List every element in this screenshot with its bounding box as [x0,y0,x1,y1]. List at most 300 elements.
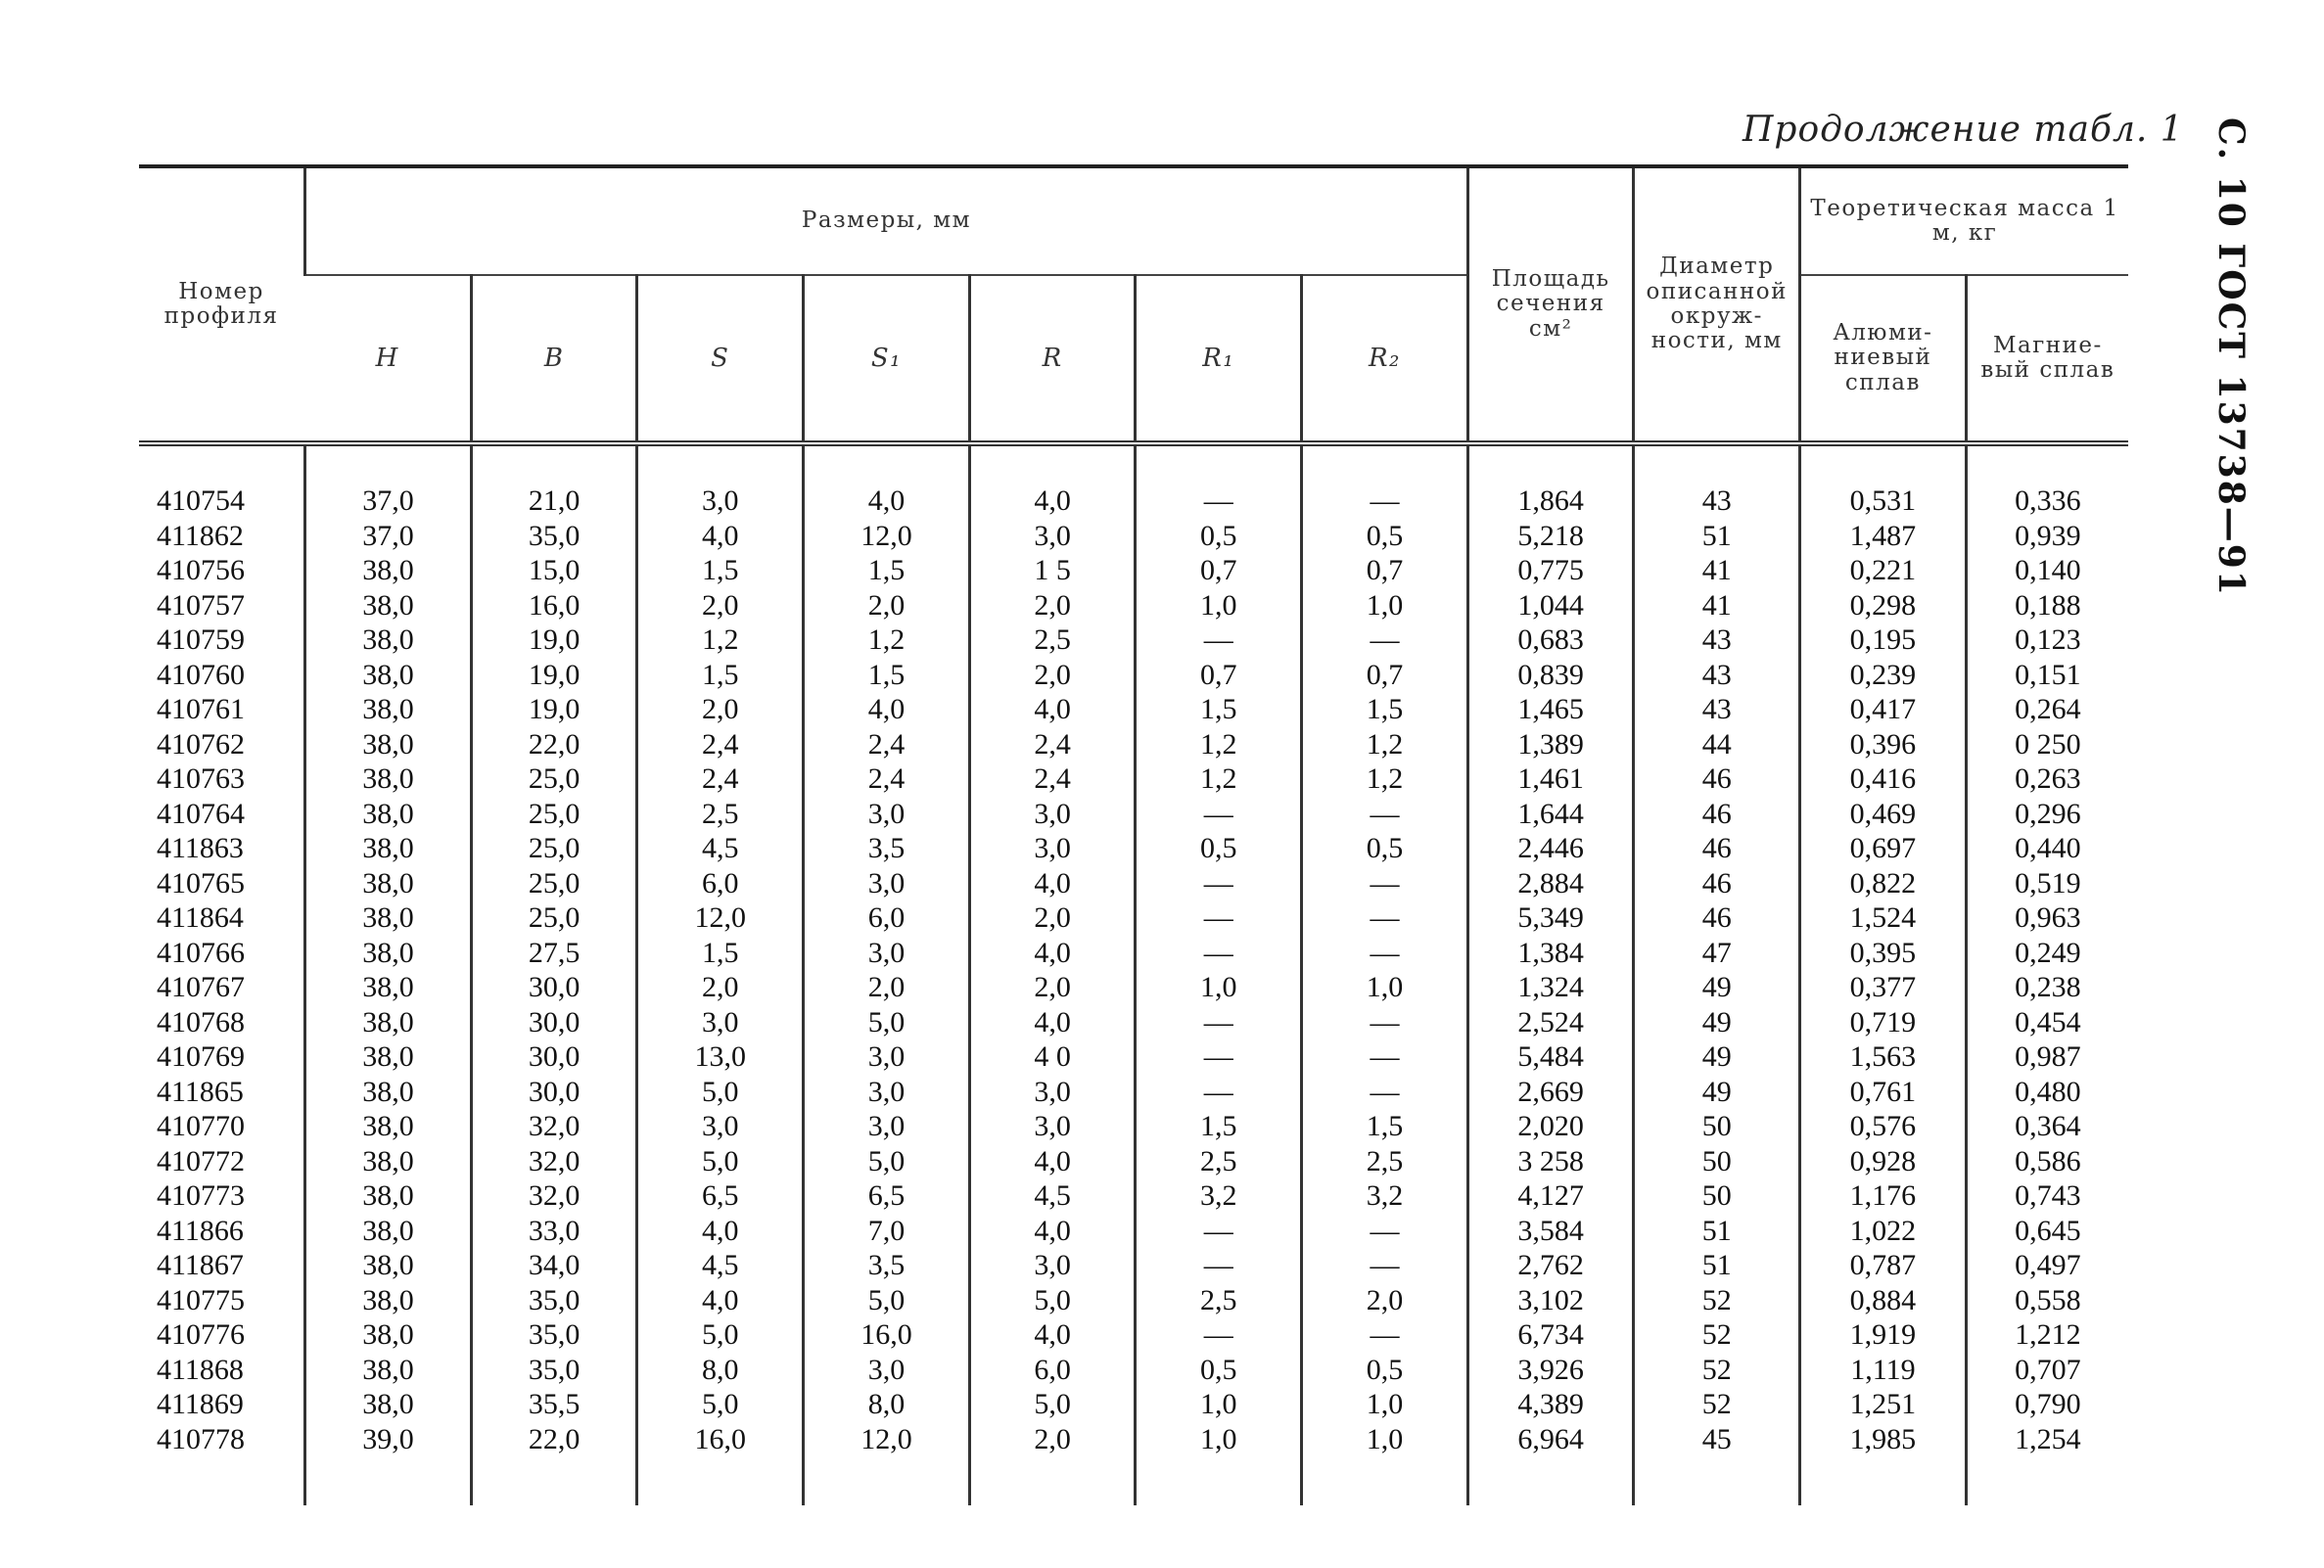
table-body [139,443,2128,1505]
cell-h: 38,0 [305,553,472,588]
cell-diameter: 46 [1634,761,1800,797]
cell-s: 4,0 [637,1214,804,1249]
cell-s1: 1,2 [804,623,970,658]
cell-b: 16,0 [471,588,637,623]
cell-s: 3,0 [637,484,804,519]
cell-s1: 2,0 [804,970,970,1005]
spacer-cell [1467,1456,1634,1505]
cell-magnesium: 0,939 [1966,519,2128,554]
cell-s1: 2,4 [804,761,970,797]
cell-r: 2,0 [969,970,1136,1005]
spacer-cell [969,1456,1136,1505]
cell-aluminum: 1,176 [1800,1178,1967,1214]
table-row [139,727,2128,762]
cell-diameter: 50 [1634,1178,1800,1214]
cell-r: 3,0 [969,1109,1136,1144]
cell-area: 1,384 [1467,936,1634,971]
cell-b: 19,0 [471,623,637,658]
cell-s1: 3,0 [804,1075,970,1110]
header-area: Площадь сечения см² [1467,166,1634,443]
cell-r: 5,0 [969,1283,1136,1318]
cell-r1: 0,7 [1136,553,1302,588]
cell-r2: 1,2 [1302,761,1468,797]
cell-magnesium: 0,140 [1966,553,2128,588]
cell-r2: — [1302,866,1468,901]
cell-area: 4,389 [1467,1387,1634,1422]
cell-b: 15,0 [471,553,637,588]
cell-r1: 1,5 [1136,692,1302,727]
cell-r: 2,0 [969,658,1136,693]
cell-profile-number: 411869 [157,1388,244,1420]
cell-s1: 5,0 [804,1144,970,1179]
cell-aluminum: 0,298 [1800,588,1967,623]
cell-area: 6,734 [1467,1317,1634,1353]
cell-r1: 1,2 [1136,761,1302,797]
cell-b: 35,0 [471,519,637,554]
cell-s1: 1,5 [804,658,970,693]
cell-r2: 0,5 [1302,519,1468,554]
cell-aluminum: 0,377 [1800,970,1967,1005]
table-row [139,970,2128,1005]
cell-area: 0,839 [1467,658,1634,693]
cell-aluminum: 0,719 [1800,1005,1967,1040]
cell-area: 1,465 [1467,692,1634,727]
cell-r2: — [1302,1317,1468,1353]
cell-r: 4,0 [969,1317,1136,1353]
cell-r: 4,0 [969,1214,1136,1249]
cell-s: 2,4 [637,727,804,762]
spacer-cell [471,443,637,484]
cell-r2: 3,2 [1302,1178,1468,1214]
cell-magnesium: 0,963 [1966,900,2128,936]
cell-b: 35,5 [471,1387,637,1422]
cell-diameter: 52 [1634,1317,1800,1353]
spacer-cell [1136,443,1302,484]
cell-b: 25,0 [471,761,637,797]
cell-s: 5,0 [637,1317,804,1353]
cell-h: 38,0 [305,727,472,762]
cell-aluminum: 0,576 [1800,1109,1967,1144]
cell-profile-number: 410773 [157,1179,245,1212]
spacer-cell [1966,443,2128,484]
cell-b: 30,0 [471,1039,637,1075]
table-row [139,1283,2128,1318]
cell-r2: 1,2 [1302,727,1468,762]
cell-magnesium: 0,263 [1966,761,2128,797]
cell-s: 4,0 [637,1283,804,1318]
cell-magnesium: 0,123 [1966,623,2128,658]
cell-aluminum: 1,487 [1800,519,1967,554]
cell-aluminum: 0,416 [1800,761,1967,797]
cell-s1: 5,0 [804,1005,970,1040]
cell-area: 2,884 [1467,866,1634,901]
cell-magnesium: 0,336 [1966,484,2128,519]
cell-aluminum: 0,531 [1800,484,1967,519]
cell-b: 19,0 [471,692,637,727]
header-r: R [969,275,1136,443]
cell-profile-number: 410762 [157,727,245,761]
cell-diameter: 46 [1634,831,1800,866]
cell-profile-number: 410756 [157,554,245,586]
cell-r1: 0,5 [1136,831,1302,866]
cell-area: 3,584 [1467,1214,1634,1249]
table-row [139,1005,2128,1040]
spacer-cell [1966,1456,2128,1505]
cell-profile-number: 410759 [157,623,245,656]
cell-r: 2,4 [969,727,1136,762]
cell-s: 2,0 [637,588,804,623]
cell-diameter: 43 [1634,484,1800,519]
cell-r: 5,0 [969,1387,1136,1422]
cell-b: 27,5 [471,936,637,971]
table-row [139,900,2128,936]
cell-h: 38,0 [305,761,472,797]
cell-r: 3,0 [969,1248,1136,1283]
table-row [139,1109,2128,1144]
cell-b: 25,0 [471,866,637,901]
cell-b: 22,0 [471,1422,637,1457]
cell-s: 1,2 [637,623,804,658]
table-row [139,1248,2128,1283]
cell-area: 5,484 [1467,1039,1634,1075]
cell-area: 2,446 [1467,831,1634,866]
cell-aluminum: 0,239 [1800,658,1967,693]
cell-b: 30,0 [471,970,637,1005]
cell-r2: 0,7 [1302,553,1468,588]
cell-diameter: 41 [1634,553,1800,588]
table-row [139,658,2128,693]
cell-r1: 1,0 [1136,970,1302,1005]
cell-area: 3,926 [1467,1353,1634,1388]
table-row [139,1317,2128,1353]
cell-r1: — [1136,1075,1302,1110]
cell-magnesium: 0,645 [1966,1214,2128,1249]
spacer-cell [471,1456,637,1505]
cell-aluminum: 0,395 [1800,936,1967,971]
table-header [139,166,2128,443]
header-s: S [637,275,804,443]
cell-aluminum: 1,119 [1800,1353,1967,1388]
cell-aluminum: 0,822 [1800,866,1967,901]
cell-h: 37,0 [305,484,472,519]
cell-s1: 4,0 [804,484,970,519]
cell-diameter: 50 [1634,1109,1800,1144]
cell-b: 22,0 [471,727,637,762]
cell-r2: — [1302,936,1468,971]
cell-diameter: 49 [1634,1075,1800,1110]
cell-s1: 12,0 [804,1422,970,1457]
cell-s1: 3,0 [804,1039,970,1075]
cell-s1: 8,0 [804,1387,970,1422]
cell-r2: 0,5 [1302,1353,1468,1388]
header-diameter: Диаметр описанной окруж-ности, мм [1634,166,1800,443]
cell-area: 2,762 [1467,1248,1634,1283]
cell-magnesium: 1,254 [1966,1422,2128,1457]
spacer-cell [305,443,472,484]
cell-profile-number: 411862 [157,519,244,552]
cell-s: 8,0 [637,1353,804,1388]
header-s1: S₁ [804,275,970,443]
cell-r1: 1,2 [1136,727,1302,762]
cell-r: 1 5 [969,553,1136,588]
cell-h: 38,0 [305,1075,472,1110]
header-profile-number: Номер профиля [139,166,305,443]
cell-diameter: 50 [1634,1144,1800,1179]
cell-profile-number: 410765 [157,866,245,899]
cell-profile-number: 410766 [157,936,245,969]
cell-magnesium: 0,586 [1966,1144,2128,1179]
cell-area: 1,461 [1467,761,1634,797]
cell-b: 25,0 [471,831,637,866]
cell-aluminum: 0,221 [1800,553,1967,588]
header-h: H [305,275,472,443]
cell-profile-number: 410757 [157,588,245,622]
cell-magnesium: 0,264 [1966,692,2128,727]
cell-magnesium: 0,558 [1966,1283,2128,1318]
cell-s1: 3,0 [804,866,970,901]
cell-magnesium: 0,497 [1966,1248,2128,1283]
cell-b: 32,0 [471,1109,637,1144]
cell-magnesium: 0,296 [1966,797,2128,832]
cell-profile-number: 411864 [157,901,244,934]
cell-s: 1,5 [637,936,804,971]
cell-r1: — [1136,797,1302,832]
cell-area: 1,864 [1467,484,1634,519]
cell-profile-number: 410763 [157,762,245,795]
cell-r2: 1,0 [1302,970,1468,1005]
cell-area: 0,683 [1467,623,1634,658]
table-row [139,553,2128,588]
cell-r1: — [1136,623,1302,658]
cell-r1: 0,7 [1136,658,1302,693]
cell-r: 4,5 [969,1178,1136,1214]
cell-s: 2,0 [637,970,804,1005]
table-row [139,761,2128,797]
spacer-cell [637,443,804,484]
cell-s1: 7,0 [804,1214,970,1249]
cell-r2: — [1302,1214,1468,1249]
cell-s: 12,0 [637,900,804,936]
cell-aluminum: 0,761 [1800,1075,1967,1110]
spacer-cell [1467,443,1634,484]
cell-h: 38,0 [305,658,472,693]
cell-magnesium: 0,519 [1966,866,2128,901]
cell-h: 39,0 [305,1422,472,1457]
cell-profile-number: 410767 [157,971,245,1003]
cell-h: 38,0 [305,1039,472,1075]
cell-s: 2,0 [637,692,804,727]
cell-r: 2,0 [969,1422,1136,1457]
cell-r: 4 0 [969,1039,1136,1075]
cell-s1: 3,0 [804,797,970,832]
cell-s: 2,4 [637,761,804,797]
cell-area: 2,020 [1467,1109,1634,1144]
cell-s: 3,0 [637,1109,804,1144]
spacer-cell [804,1456,970,1505]
cell-h: 38,0 [305,1387,472,1422]
cell-r: 3,0 [969,1075,1136,1110]
cell-r2: 1,0 [1302,588,1468,623]
cell-diameter: 51 [1634,519,1800,554]
table-row [139,936,2128,971]
cell-r1: — [1136,1214,1302,1249]
cell-b: 30,0 [471,1075,637,1110]
cell-s: 5,0 [637,1144,804,1179]
table-row [139,623,2128,658]
cell-diameter: 47 [1634,936,1800,971]
cell-diameter: 43 [1634,658,1800,693]
cell-profile-number: 410764 [157,797,245,830]
header-r1: R₁ [1136,275,1302,443]
table-row [139,1422,2128,1457]
cell-r2: — [1302,1005,1468,1040]
cell-aluminum: 1,524 [1800,900,1967,936]
cell-profile-number: 410772 [157,1144,245,1177]
cell-r1: — [1136,1005,1302,1040]
cell-r: 6,0 [969,1353,1136,1388]
cell-b: 33,0 [471,1214,637,1249]
cell-r2: — [1302,1075,1468,1110]
cell-diameter: 43 [1634,692,1800,727]
cell-area: 6,964 [1467,1422,1634,1457]
table-row [139,1214,2128,1249]
cell-magnesium: 0,440 [1966,831,2128,866]
cell-s1: 5,0 [804,1283,970,1318]
cell-r1: — [1136,900,1302,936]
page-running-header: С. 10 ГОСТ 13738—91 [2210,117,2252,597]
cell-diameter: 52 [1634,1283,1800,1318]
cell-profile-number: 410769 [157,1040,245,1073]
cell-h: 38,0 [305,900,472,936]
cell-magnesium: 0,790 [1966,1387,2128,1422]
cell-s: 4,5 [637,1248,804,1283]
cell-b: 35,0 [471,1317,637,1353]
cell-profile-number: 410770 [157,1110,245,1142]
cell-b: 25,0 [471,797,637,832]
cell-profile-number: 410778 [157,1422,245,1455]
cell-profile-number: 410768 [157,1005,245,1038]
profiles-table [139,164,2128,1505]
cell-magnesium: 0,707 [1966,1353,2128,1388]
cell-r2: — [1302,900,1468,936]
cell-h: 38,0 [305,1178,472,1214]
cell-area: 2,524 [1467,1005,1634,1040]
cell-diameter: 44 [1634,727,1800,762]
cell-s: 6,5 [637,1178,804,1214]
cell-magnesium: 0,987 [1966,1039,2128,1075]
cell-r2: 0,5 [1302,831,1468,866]
cell-diameter: 49 [1634,1039,1800,1075]
cell-h: 38,0 [305,1144,472,1179]
table-row [139,588,2128,623]
cell-s1: 3,5 [804,831,970,866]
cell-s1: 16,0 [804,1317,970,1353]
cell-h: 38,0 [305,866,472,901]
cell-magnesium: 0,151 [1966,658,2128,693]
cell-aluminum: 0,787 [1800,1248,1967,1283]
cell-r: 4,0 [969,866,1136,901]
cell-diameter: 51 [1634,1248,1800,1283]
cell-r1: — [1136,1039,1302,1075]
cell-aluminum: 0,417 [1800,692,1967,727]
cell-area: 0,775 [1467,553,1634,588]
cell-r: 3,0 [969,797,1136,832]
cell-b: 32,0 [471,1178,637,1214]
cell-r1: 0,5 [1136,519,1302,554]
cell-h: 38,0 [305,1353,472,1388]
cell-r: 4,0 [969,1005,1136,1040]
cell-r1: — [1136,936,1302,971]
cell-r1: 1,5 [1136,1109,1302,1144]
cell-r1: 0,5 [1136,1353,1302,1388]
cell-s1: 4,0 [804,692,970,727]
cell-profile-number: 410761 [157,693,245,725]
cell-r2: — [1302,1039,1468,1075]
cell-s: 5,0 [637,1075,804,1110]
cell-aluminum: 0,928 [1800,1144,1967,1179]
cell-b: 19,0 [471,658,637,693]
spacer-cell [1800,443,1967,484]
table-row [139,866,2128,901]
cell-h: 38,0 [305,623,472,658]
cell-r2: — [1302,1248,1468,1283]
cell-diameter: 41 [1634,588,1800,623]
cell-r2: 2,0 [1302,1283,1468,1318]
cell-r: 4,0 [969,1144,1136,1179]
cell-s: 3,0 [637,1005,804,1040]
cell-r: 2,5 [969,623,1136,658]
cell-aluminum: 1,985 [1800,1422,1967,1457]
cell-diameter: 52 [1634,1353,1800,1388]
cell-b: 35,0 [471,1283,637,1318]
cell-r2: — [1302,623,1468,658]
spacer-cell [1302,443,1468,484]
cell-r2: 0,7 [1302,658,1468,693]
table-row [139,1039,2128,1075]
cell-aluminum: 1,563 [1800,1039,1967,1075]
cell-s1: 3,0 [804,936,970,971]
cell-r2: — [1302,484,1468,519]
cell-area: 3,102 [1467,1283,1634,1318]
cell-s1: 3,0 [804,1353,970,1388]
cell-s: 13,0 [637,1039,804,1075]
cell-area: 1,044 [1467,588,1634,623]
cell-s: 2,5 [637,797,804,832]
cell-area: 3 258 [1467,1144,1634,1179]
cell-s: 5,0 [637,1387,804,1422]
cell-aluminum: 0,396 [1800,727,1967,762]
cell-diameter: 49 [1634,1005,1800,1040]
header-b: B [471,275,637,443]
cell-profile-number: 411865 [157,1075,244,1108]
cell-area: 5,349 [1467,900,1634,936]
cell-diameter: 51 [1634,1214,1800,1249]
table-row [139,484,2128,519]
cell-aluminum: 0,884 [1800,1283,1967,1318]
cell-magnesium: 0,238 [1966,970,2128,1005]
cell-h: 38,0 [305,692,472,727]
table-row [139,797,2128,832]
spacer-cell [637,1456,804,1505]
table-row [139,692,2128,727]
cell-r: 2,4 [969,761,1136,797]
cell-b: 32,0 [471,1144,637,1179]
cell-magnesium: 0,364 [1966,1109,2128,1144]
spacer-cell [804,443,970,484]
cell-diameter: 46 [1634,866,1800,901]
cell-r1: 2,5 [1136,1144,1302,1179]
cell-magnesium: 0,743 [1966,1178,2128,1214]
